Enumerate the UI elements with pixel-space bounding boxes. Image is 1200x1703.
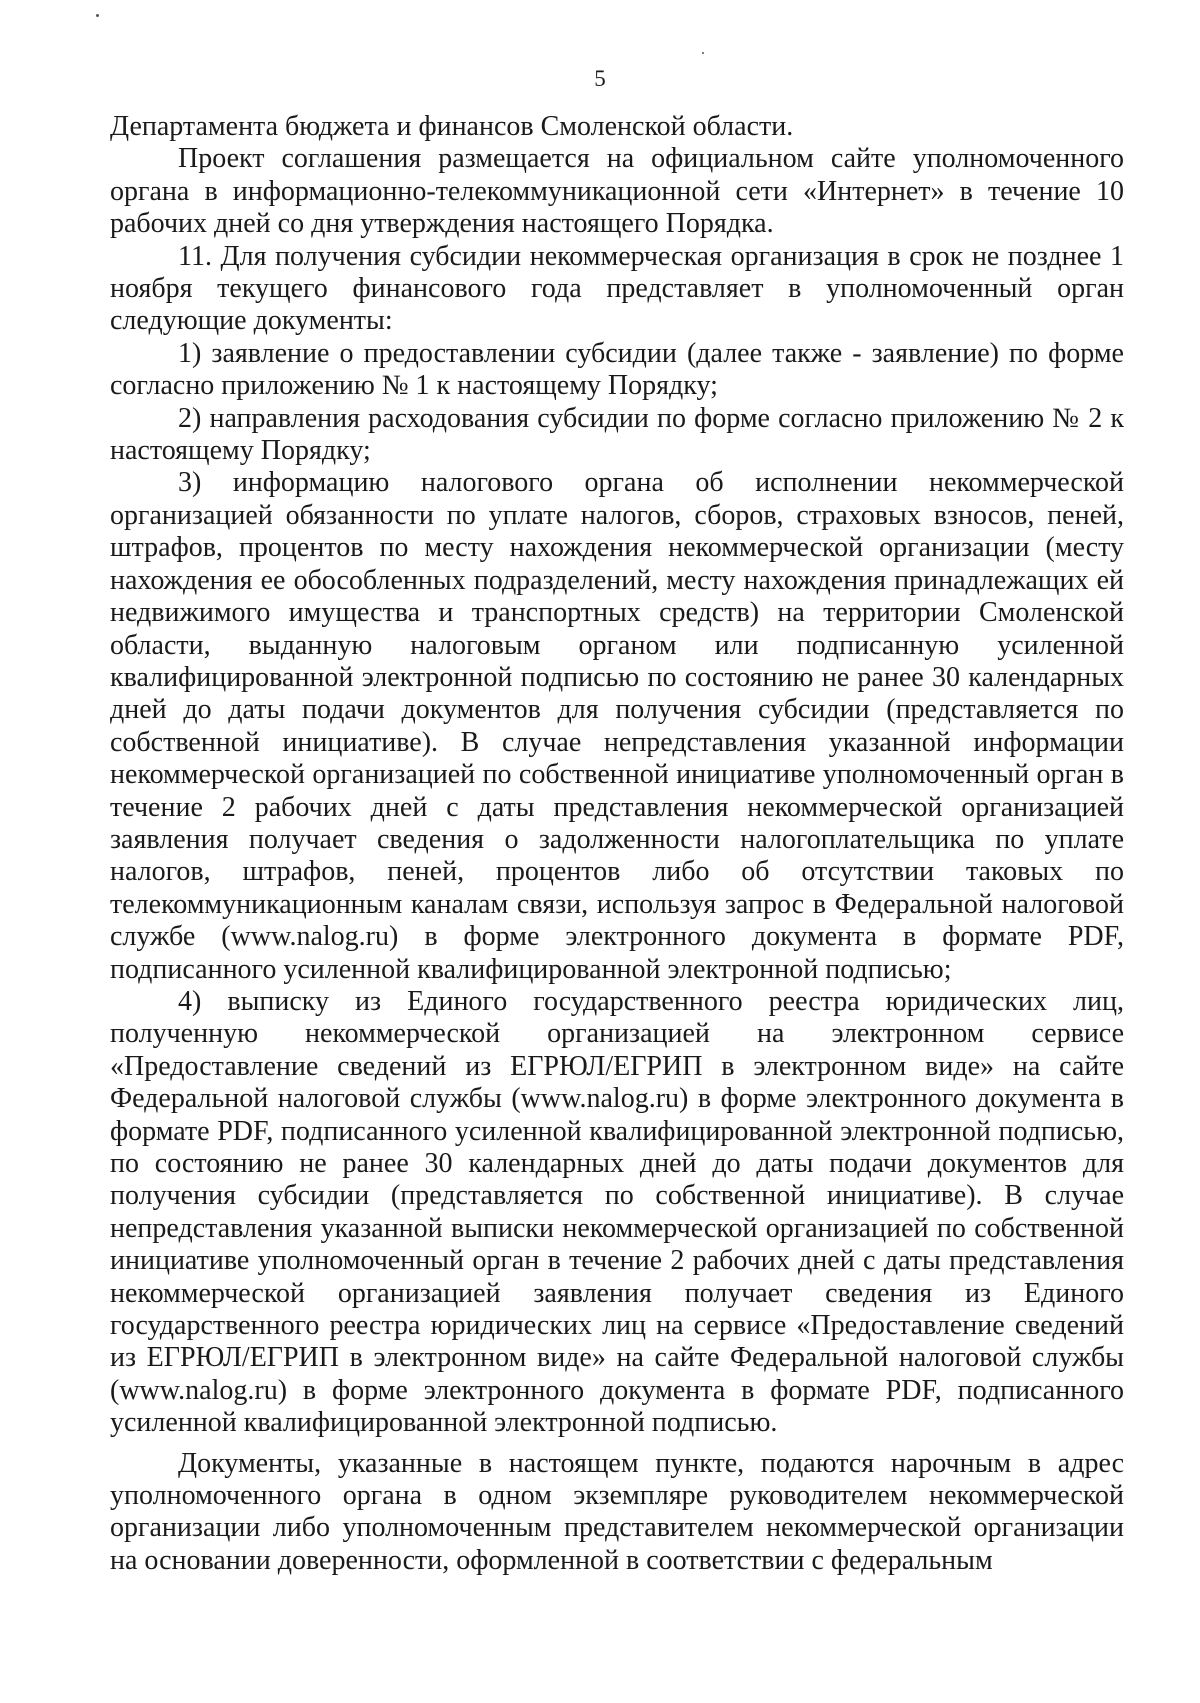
list-item-2: 2) направления расходования субсидии по форме согласно приложению № 2 к настоящему Порядку; [110,402,1124,467]
scan-speck [96,14,99,17]
page-number: 5 [594,66,606,91]
paragraph-agreement-draft: Проект соглашения размещается на официальном сайте уполномоченного органа в информационно-телекоммуникационной сети «Интернет» в течение 10 рабочих дней со дня утверждения настоящего Порядка. [110,143,1124,240]
list-item-1: 1) заявление о предоставлении субсидии (далее также - заявление) по форме согласно приложению № 1 к настоящему Порядку; [110,337,1124,402]
document-body [110,111,1124,1577]
list-item-3: 3) информацию налогового органа об исполнении некоммерческой организацией обязанности по уплате налогов, сборов, страховых взносов, пеней, штрафов, процентов по месту нахождения некоммерческой организации (месту нахождения ее обособленных подразделений, месту нахождения принадлежащих ей недвижимого имущества и транспортных средств) на территории Смоленской области, выданную налоговым органом или подписанную усиленной квалифицированной электронной подписью по состоянию не ранее 30 календарных дней до даты подачи документов для получения субсидии (представляется по собственной инициативе). В случае непредставления указанной информации некоммерческой организацией по собственной инициативе уполномоченный орган в течение 2 рабочих дней с даты представления некоммерческой организацией заявления получает сведения о задолженности налогоплательщика по уплате налогов, штрафов, пеней, процентов либо об отсутствии таковых по телекоммуникационным каналам связи, используя запрос в Федеральной налоговой службе (www.nalog.ru) в форме электронного документа в формате PDF, подписанного усиленной квалифицированной электронной подписью; [110,467,1124,985]
paragraph-documents-submission: Документы, указанные в настоящем пункте, подаются нарочным в адрес уполномоченного органа в одном экземпляре руководителем некоммерческой организации либо уполномоченным представителем некоммерческой организации на основании доверенности, оформленной в соответствии с федеральным [110,1447,1124,1576]
scan-speck [702,52,704,54]
list-item-4: 4) выписку из Единого государственного реестра юридических лиц, полученную некоммерческой организацией на электронном сервисе «Предоставление сведений из ЕГРЮЛ/ЕГРИП в электронном виде» на сайте Федеральной налоговой службы (www.nalog.ru) в форме электронного документа в формате PDF, подписанного усиленной квалифицированной электронной подписью, по состоянию не ранее 30 календарных дней до даты подачи документов для получения субсидии (представляется по собственной инициативе). В случае непредставления указанной выписки некоммерческой организацией по собственной инициативе уполномоченный орган в течение 2 рабочих дней с даты представления некоммерческой организацией заявления получает сведения из Единого государственного реестра юридических лиц на сервисе «Предоставление сведений из ЕГРЮЛ/ЕГРИП в электронном виде» на сайте Федеральной налоговой службы (www.nalog.ru) в форме электронного документа в формате PDF, подписанного усиленной квалифицированной электронной подписью. [110,985,1124,1439]
paragraph-item-11: 11. Для получения субсидии некоммерческая организация в срок не позднее 1 ноября текущего финансового года представляет в уполномоченный орган следующие документы: [110,240,1124,337]
paragraph-continuation: Департамента бюджета и финансов Смоленской области. [110,111,794,142]
